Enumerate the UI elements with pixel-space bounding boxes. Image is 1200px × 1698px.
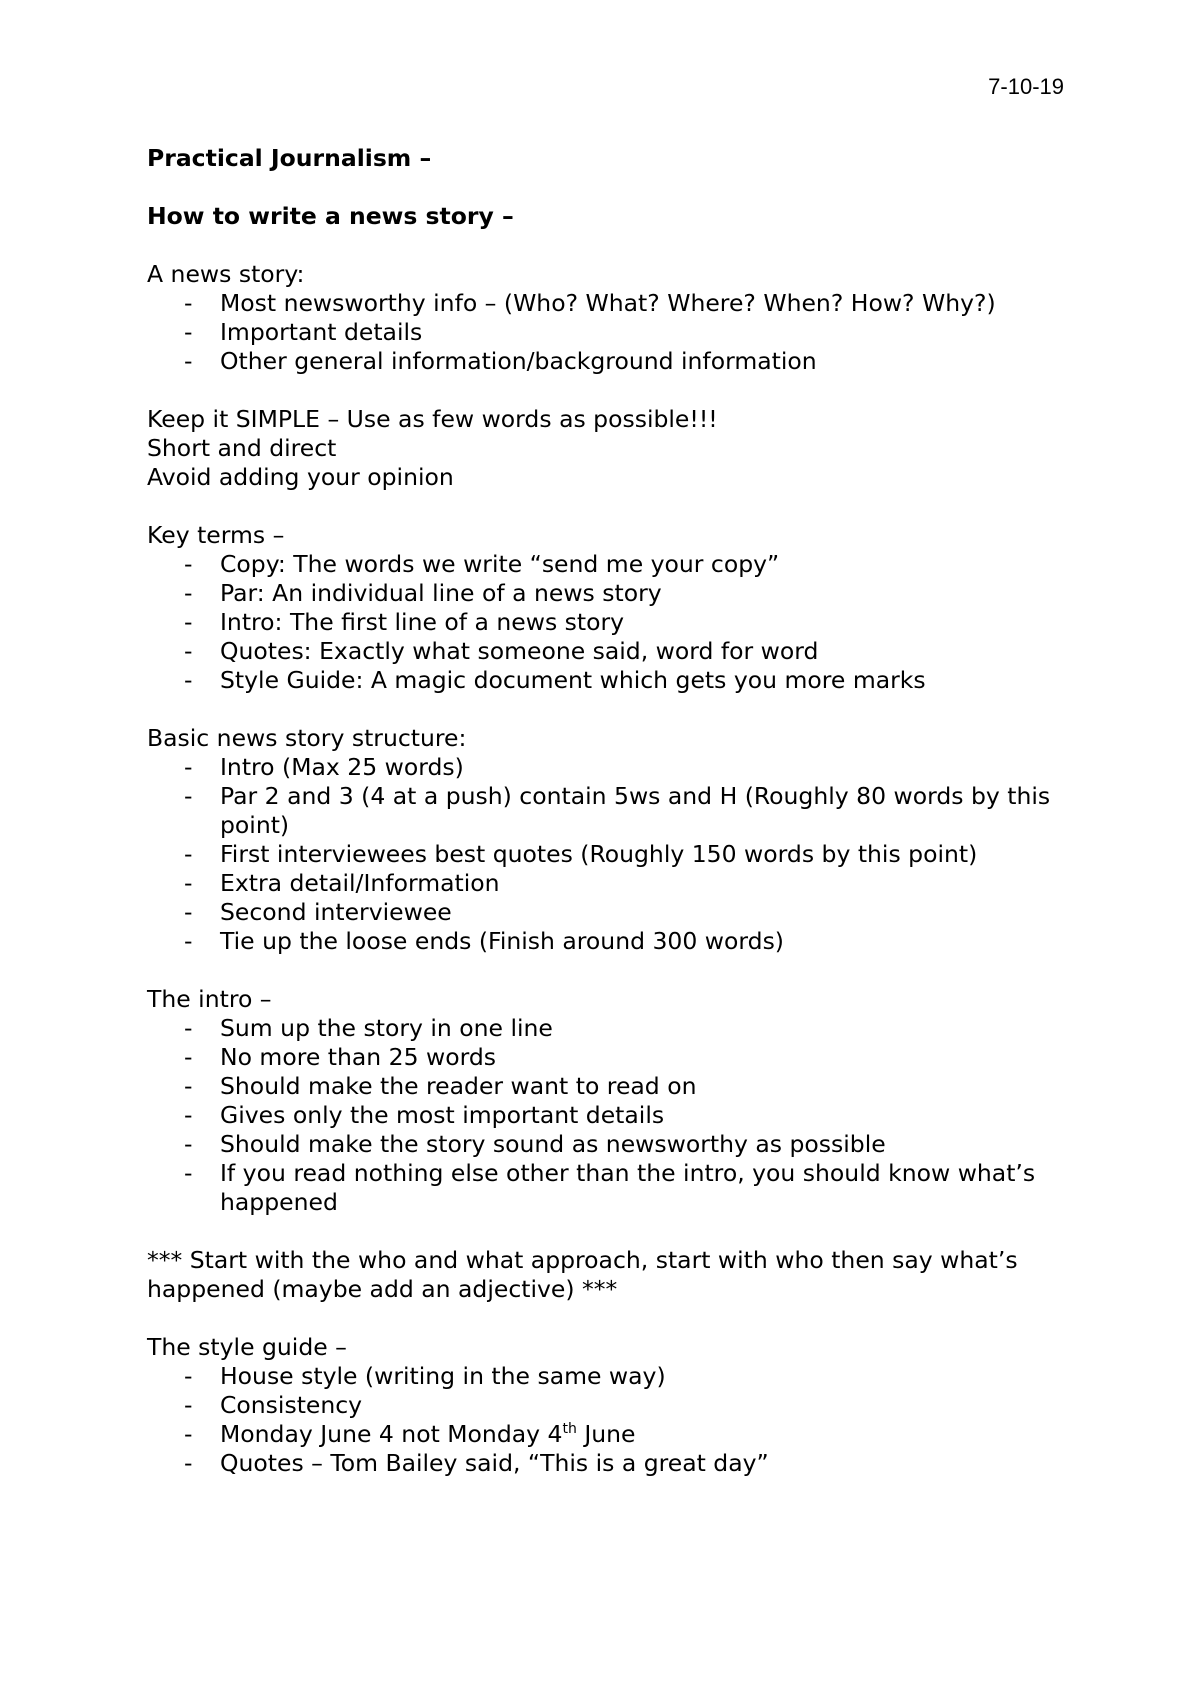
dash-marker: -: [184, 318, 193, 346]
key-terms-list: [147, 550, 1077, 695]
spacer: [147, 492, 1077, 521]
document-subtitle: How to write a news story –: [147, 202, 514, 230]
dash-marker: -: [184, 1420, 193, 1448]
list-item-text: Quotes – Tom Bailey said, “This is a great day”: [220, 1449, 769, 1477]
dash-marker: -: [184, 1130, 193, 1158]
list-item: [147, 782, 1077, 840]
spacer: [147, 376, 1077, 405]
dash-marker: -: [184, 1362, 193, 1390]
list-item: [147, 666, 1077, 695]
list-item-text: Should make the story sound as newsworthy as possible: [220, 1130, 886, 1158]
list-item-text: Quotes: Exactly what someone said, word for word: [220, 637, 819, 665]
dash-marker: -: [184, 898, 193, 926]
tip-line: Keep it SIMPLE – Use as few words as possible!!!: [147, 405, 718, 433]
ordinal-suffix: th: [562, 1421, 577, 1438]
style-guide-list: [147, 1362, 1077, 1478]
dash-marker: -: [184, 347, 193, 375]
list-item: [147, 869, 1077, 898]
dash-marker: -: [184, 666, 193, 694]
approach-note: *** Start with the who and what approach, start with who then say what’s happened (maybe add an adjective) ***: [147, 1246, 1018, 1303]
document-date: 7-10-19: [988, 74, 1064, 99]
list-item: [147, 1101, 1077, 1130]
list-item-text: No more than 25 words: [220, 1043, 497, 1071]
list-item: [147, 1420, 1077, 1449]
structure-heading: Basic news story structure:: [147, 724, 467, 752]
news-story-heading: A news story:: [147, 260, 305, 288]
tip-line: Short and direct: [147, 434, 337, 462]
list-item: [147, 608, 1077, 637]
dash-marker: -: [184, 608, 193, 636]
list-item: [147, 898, 1077, 927]
date-format-after: June: [576, 1420, 636, 1448]
spacer: [147, 173, 1077, 202]
list-item: [147, 1014, 1077, 1043]
list-item: [147, 289, 1077, 318]
dash-marker: -: [184, 927, 193, 955]
spacer: [147, 695, 1077, 724]
list-item-text: Par 2 and 3 (4 at a push) contain 5ws and H (Roughly 80 words by this point): [220, 782, 1051, 839]
list-item: [147, 637, 1077, 666]
key-terms-heading: Key terms –: [147, 521, 285, 549]
list-item: [147, 1072, 1077, 1101]
list-item-text: First interviewees best quotes (Roughly 150 words by this point): [220, 840, 978, 868]
list-item: [147, 1043, 1077, 1072]
news-story-list: [147, 289, 1077, 376]
dash-marker: -: [184, 1449, 193, 1477]
list-item-text: Style Guide: A magic document which gets you more marks: [220, 666, 926, 694]
intro-heading: The intro –: [147, 985, 272, 1013]
dash-marker: -: [184, 753, 193, 781]
intro-list: [147, 1014, 1077, 1217]
list-item: [147, 753, 1077, 782]
list-item: [147, 579, 1077, 608]
list-item-text: Other general information/background information: [220, 347, 817, 375]
dash-marker: -: [184, 869, 193, 897]
list-item: [147, 927, 1077, 956]
spacer: [147, 956, 1077, 985]
list-item-text: Intro: The first line of a news story: [220, 608, 625, 636]
list-item: [147, 318, 1077, 347]
document-content: [147, 144, 1077, 1478]
dash-marker: -: [184, 1014, 193, 1042]
list-item-text: House style (writing in the same way): [220, 1362, 666, 1390]
style-guide-heading: The style guide –: [147, 1333, 347, 1361]
list-item: [147, 840, 1077, 869]
dash-marker: -: [184, 1043, 193, 1071]
list-item-text: If you read nothing else other than the intro, you should know what’s happened: [220, 1159, 1036, 1216]
dash-marker: -: [184, 1391, 193, 1419]
list-item: [147, 1159, 1077, 1217]
list-item-text: Gives only the most important details: [220, 1101, 665, 1129]
list-item-text: Sum up the story in one line: [220, 1014, 553, 1042]
dash-marker: -: [184, 579, 193, 607]
list-item-text: Important details: [220, 318, 423, 346]
dash-marker: -: [184, 1159, 193, 1187]
structure-list: [147, 753, 1077, 956]
dash-marker: -: [184, 550, 193, 578]
list-item: [147, 1362, 1077, 1391]
list-item-text: Copy: The words we write “send me your copy”: [220, 550, 780, 578]
document-title: Practical Journalism –: [147, 144, 432, 172]
list-item: [147, 1391, 1077, 1420]
list-item-text: Intro (Max 25 words): [220, 753, 464, 781]
list-item: [147, 1130, 1077, 1159]
list-item-text: Extra detail/Information: [220, 869, 500, 897]
dash-marker: -: [184, 637, 193, 665]
dash-marker: -: [184, 1072, 193, 1100]
spacer: [147, 1304, 1077, 1333]
date-format-before: Monday June 4 not Monday 4: [220, 1420, 563, 1448]
list-item-text: Second interviewee: [220, 898, 452, 926]
list-item-text: Par: An individual line of a news story: [220, 579, 662, 607]
dash-marker: -: [184, 782, 193, 810]
spacer: [147, 1217, 1077, 1246]
list-item-text: Consistency: [220, 1391, 363, 1419]
list-item-text: Tie up the loose ends (Finish around 300 words): [220, 927, 784, 955]
list-item: [147, 1449, 1077, 1478]
dash-marker: -: [184, 289, 193, 317]
tip-line: Avoid adding your opinion: [147, 463, 454, 491]
list-item: [147, 347, 1077, 376]
list-item-text: Should make the reader want to read on: [220, 1072, 697, 1100]
list-item-text: Most newsworthy info – (Who? What? Where? When? How? Why?): [220, 289, 996, 317]
list-item: [147, 550, 1077, 579]
spacer: [147, 231, 1077, 260]
dash-marker: -: [184, 1101, 193, 1129]
dash-marker: -: [184, 840, 193, 868]
